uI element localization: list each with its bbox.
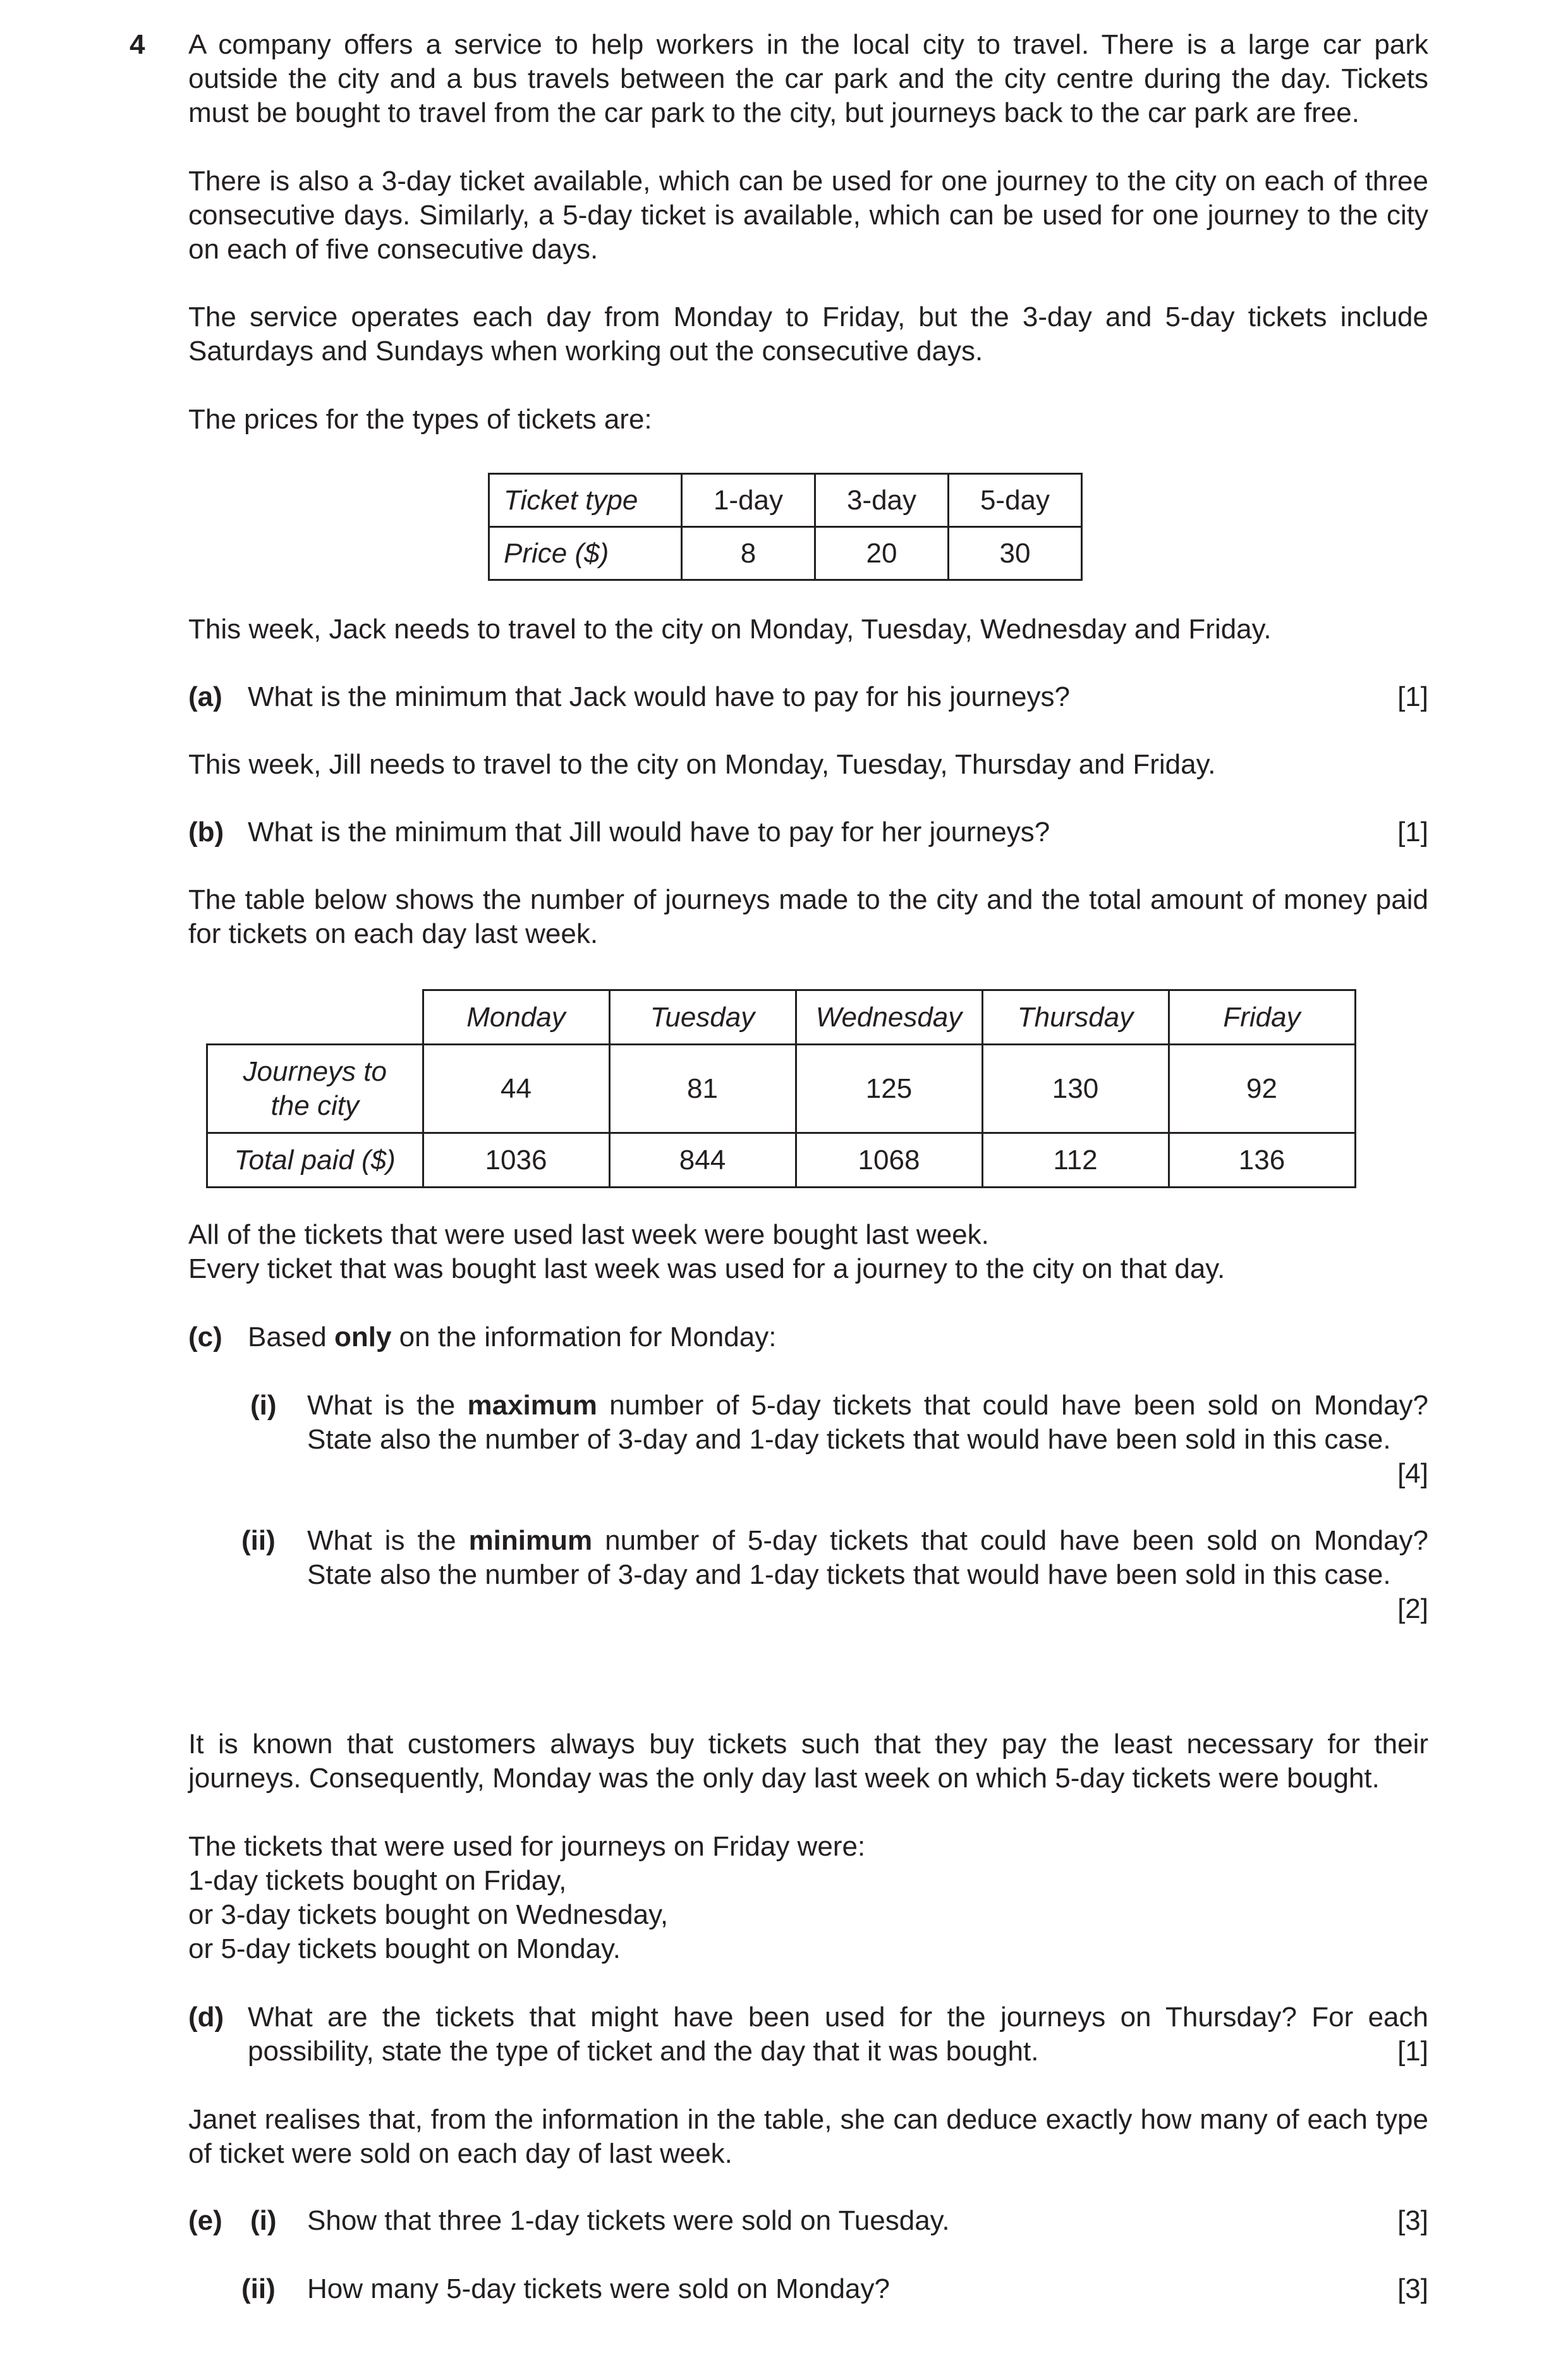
part-d-marks: [1] — [1397, 2036, 1428, 2067]
jack-paragraph: This week, Jack needs to travel to the city on Monday, Tuesday, Wednesday and Friday. — [188, 614, 1272, 645]
part-c-stem-pre: Based — [248, 1322, 334, 1353]
weekly-table-paid: 136 — [1169, 1133, 1355, 1188]
weekly-table-journeys-label — [207, 1045, 423, 1133]
part-b-label: (b) — [188, 817, 224, 848]
weekly-table-corner — [207, 990, 423, 1045]
weekly-table — [206, 989, 1356, 1188]
part-e-ii-question: How many 5-day tickets were sold on Monday? — [307, 2273, 890, 2304]
after-table-line-1: All of the tickets that were used last week were bought last week. — [188, 1219, 989, 1250]
intro-paragraph-4: The prices for the types of tickets are: — [188, 404, 652, 435]
weekly-table-paid: 1036 — [423, 1133, 609, 1188]
friday-line-2: 1-day tickets bought on Friday, — [188, 1865, 567, 1896]
price-table-type: 3-day — [815, 474, 949, 527]
part-c-label: (c) — [188, 1322, 222, 1353]
part-e-i-label: (i) — [250, 2205, 277, 2236]
intro-paragraph-3: The service operates each day from Monday to Friday, but the 3-day and 5-day tickets include Saturdays and Sundays when working out the consecutive days. — [188, 301, 1428, 367]
weekly-table-paid: 844 — [609, 1133, 796, 1188]
price-table-price-label: Price ($) — [489, 527, 682, 580]
intro-paragraph-2: There is also a 3-day ticket available, which can be used for one journey to the city on each of three consecutive days. Similarly, a 5-day ticket is available, which can be used for one journey to the city on each of five consecutive days. — [188, 166, 1428, 265]
part-d-label: (d) — [188, 2002, 224, 2033]
part-c-i-post: number of 5-day tickets that could have been sold on Monday? State also the number of 3-day and 1-day tickets that would have been sold in this case. — [307, 1390, 1429, 1455]
table2-intro-paragraph: The table below shows the number of journeys made to the city and the total amount of money paid for tickets on each day last week. — [188, 884, 1428, 949]
weekly-table-day: Thursday — [982, 990, 1169, 1045]
part-c-i-label: (i) — [250, 1390, 277, 1421]
price-table-price: 8 — [682, 527, 815, 580]
weekly-table-journeys: 81 — [609, 1045, 796, 1133]
friday-line-1: The tickets that were used for journeys on Friday were: — [188, 1831, 866, 1862]
friday-tickets-text — [188, 1830, 1428, 1966]
price-table-type: 1-day — [682, 474, 815, 527]
weekly-table-day: Tuesday — [609, 990, 796, 1045]
part-e-i-question: Show that three 1-day tickets were sold on Tuesday. — [307, 2205, 950, 2236]
journeys-label-line-2: the city — [270, 1090, 359, 1121]
part-a-label: (a) — [188, 681, 222, 712]
part-c-ii-marks: [2] — [1397, 1593, 1428, 1624]
weekly-table-journeys: 130 — [982, 1045, 1169, 1133]
part-c-i-pre: What is the — [307, 1390, 468, 1421]
part-c-ii-label: (ii) — [241, 1525, 276, 1556]
part-c-ii-question — [307, 1524, 1428, 1592]
part-c-i-marks: [4] — [1397, 1458, 1428, 1489]
after-table-text — [188, 1218, 1428, 1286]
part-e-i-marks: [3] — [1397, 2205, 1428, 2236]
price-table — [488, 473, 1083, 581]
part-c-i-question — [307, 1389, 1428, 1457]
weekly-table-day: Friday — [1169, 990, 1355, 1045]
part-b-question: What is the minimum that Jill would have to pay for her journeys? — [248, 817, 1050, 848]
known-paragraph: It is known that customers always buy tickets such that they pay the least necessary for their journeys. Consequently, Monday was the only day last week on which 5-day tickets were bought. — [188, 1729, 1428, 1794]
after-table-line-2: Every ticket that was bought last week was used for a journey to the city on that day. — [188, 1253, 1225, 1284]
friday-line-3: or 3-day tickets bought on Wednesday, — [188, 1899, 669, 1930]
weekly-table-day: Monday — [423, 990, 609, 1045]
price-table-type: 5-day — [949, 474, 1082, 527]
question-number: 4 — [130, 29, 145, 60]
price-table-price: 20 — [815, 527, 949, 580]
part-c-ii-pre: What is the — [307, 1525, 469, 1556]
part-c-stem-bold: only — [334, 1322, 392, 1353]
part-a-question: What is the minimum that Jack would have to pay for his journeys? — [248, 681, 1071, 712]
price-table-type-label: Ticket type — [489, 474, 682, 527]
weekly-table-paid: 112 — [982, 1133, 1169, 1188]
journeys-label-line-1: Journeys to — [243, 1055, 387, 1087]
part-c-stem-post: on the information for Monday: — [391, 1322, 777, 1353]
janet-paragraph: Janet realises that, from the information in the table, she can deduce exactly how many of each type of ticket were sold on each day of last week. — [188, 2104, 1428, 2169]
weekly-table-journeys: 44 — [423, 1045, 609, 1133]
part-e-ii-marks: [3] — [1397, 2273, 1428, 2304]
part-c-stem — [248, 1320, 1259, 1354]
weekly-table-journeys: 92 — [1169, 1045, 1355, 1133]
part-d-question: What are the tickets that might have been used for the journeys on Thursday? For each possibility, state the type of ticket and the day that it was bought. — [248, 2002, 1428, 2067]
part-e-ii-label: (ii) — [241, 2273, 276, 2304]
part-c-ii-bold: minimum — [468, 1525, 593, 1556]
jill-paragraph: This week, Jill needs to travel to the city on Monday, Tuesday, Thursday and Friday. — [188, 749, 1216, 780]
price-table-price: 30 — [949, 527, 1082, 580]
weekly-table-journeys: 125 — [796, 1045, 982, 1133]
part-e-label: (e) — [188, 2205, 222, 2236]
friday-line-4: or 5-day tickets bought on Monday. — [188, 1933, 621, 1964]
part-c-ii-post: number of 5-day tickets that could have been sold on Monday? State also the number of 3-day and 1-day tickets that would have been sold in this case. — [307, 1525, 1429, 1590]
part-a-marks: [1] — [1397, 681, 1428, 712]
weekly-table-day: Wednesday — [796, 990, 982, 1045]
intro-paragraph-1: A company offers a service to help workers in the local city to travel. There is a large car park outside the city and a bus travels between the car park and the city centre during the day. Tickets must be bought to travel from the car park to the city, but journeys back to the car park are free. — [188, 29, 1428, 128]
part-c-i-bold: maximum — [467, 1390, 597, 1421]
weekly-table-paid: 1068 — [796, 1133, 982, 1188]
weekly-table-paid-label: Total paid ($) — [207, 1133, 423, 1188]
part-b-marks: [1] — [1397, 817, 1428, 848]
